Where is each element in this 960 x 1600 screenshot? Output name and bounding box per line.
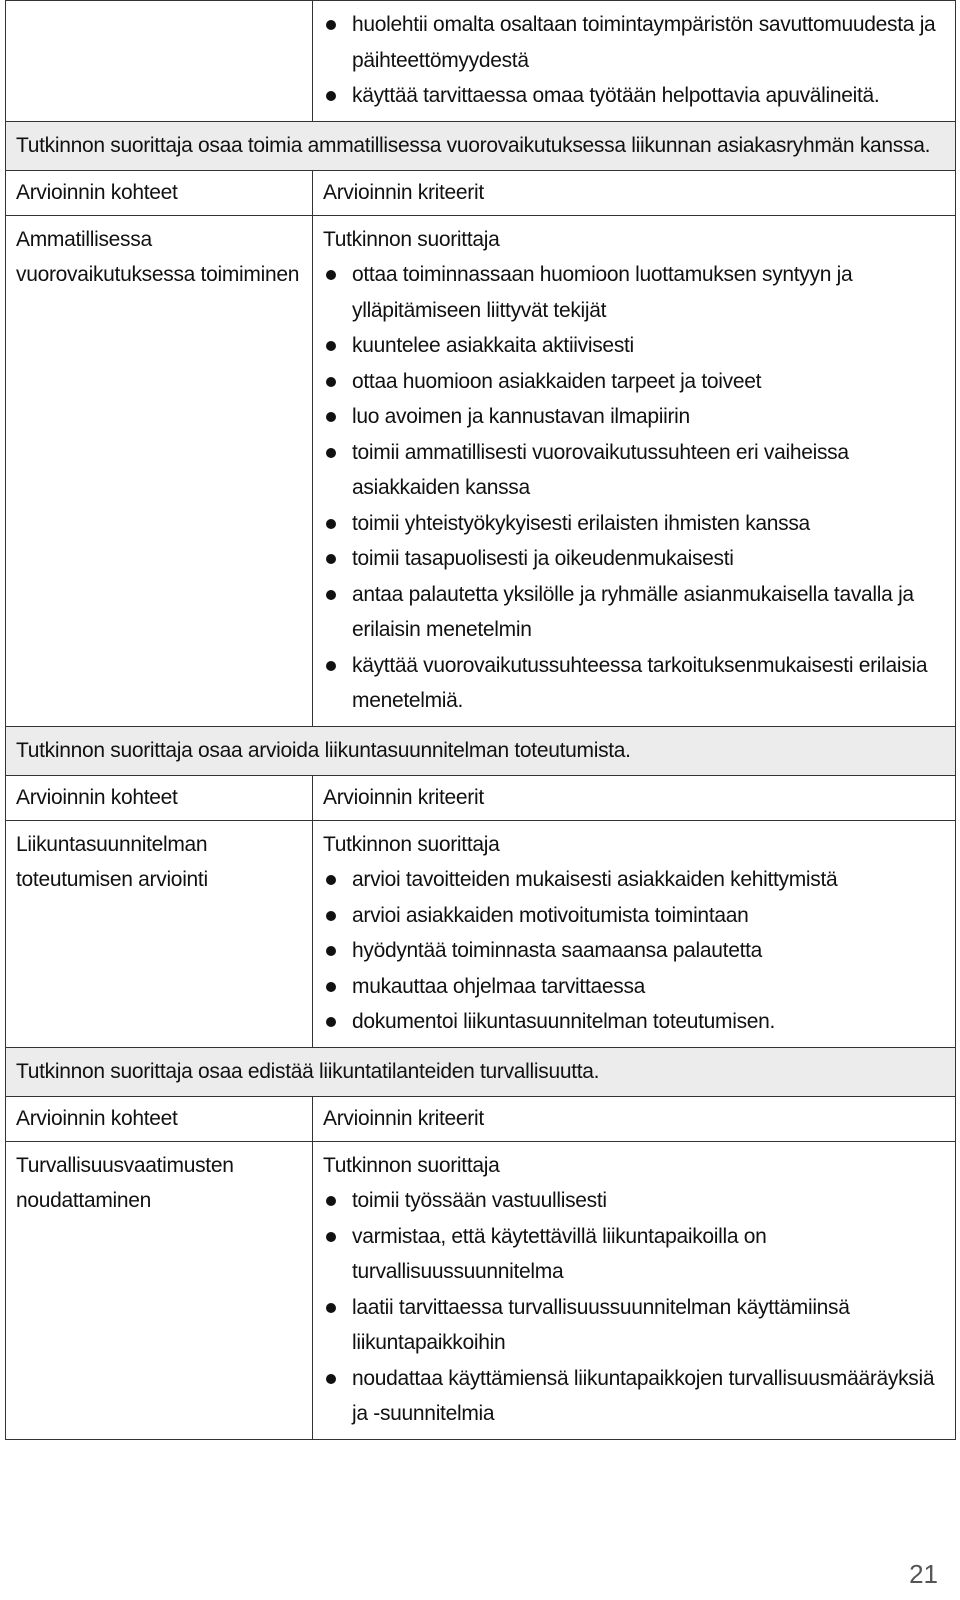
list-item: luo avoimen ja kannustavan ilmapiirin bbox=[323, 399, 945, 435]
column-header-targets: Arvioinnin kohteet bbox=[6, 171, 313, 216]
criteria-cell bbox=[313, 820, 956, 1047]
criteria-row bbox=[6, 820, 956, 1047]
list-item: ottaa toiminnassaan huomioon luottamuksen syntyyn ja ylläpitämiseen liittyvät tekijät bbox=[323, 257, 945, 328]
list-item: hyödyntää toiminnasta saamaansa palautetta bbox=[323, 933, 945, 969]
criteria-intro: Tutkinnon suorittaja bbox=[323, 227, 500, 251]
continuation-row bbox=[6, 1, 956, 122]
column-header-row bbox=[6, 776, 956, 821]
assessment-target: Liikuntasuunnitelman toteutumisen arviointi bbox=[6, 820, 313, 1047]
bullet-list bbox=[323, 862, 945, 1040]
criteria-row bbox=[6, 215, 956, 726]
section-title-row bbox=[6, 1047, 956, 1097]
list-item: käyttää vuorovaikutussuhteessa tarkoituksenmukaisesti erilaisia menetelmiä. bbox=[323, 648, 945, 719]
list-item: toimii ammatillisesti vuorovaikutussuhteen eri vaiheissa asiakkaiden kanssa bbox=[323, 435, 945, 506]
column-header-row bbox=[6, 1097, 956, 1142]
criteria-intro: Tutkinnon suorittaja bbox=[323, 1153, 500, 1177]
list-item: arvioi asiakkaiden motivoitumista toimintaan bbox=[323, 898, 945, 934]
column-header-targets: Arvioinnin kohteet bbox=[6, 1097, 313, 1142]
criteria-row bbox=[6, 1141, 956, 1439]
column-header-targets: Arvioinnin kohteet bbox=[6, 776, 313, 821]
page-number: 21 bbox=[909, 1559, 938, 1589]
section-title-row bbox=[6, 726, 956, 776]
column-header-criteria: Arvioinnin kriteerit bbox=[313, 776, 956, 821]
list-item: dokumentoi liikuntasuunnitelman toteutumisen. bbox=[323, 1004, 945, 1040]
list-item: laatii tarvittaessa turvallisuussuunnitelman käyttämiinsä liikuntapaikkoihin bbox=[323, 1290, 945, 1361]
bullet-list bbox=[323, 1183, 945, 1432]
column-header-criteria: Arvioinnin kriteerit bbox=[313, 1097, 956, 1142]
list-item: varmistaa, että käytettävillä liikuntapaikoilla on turvallisuussuunnitelma bbox=[323, 1219, 945, 1290]
list-item: arvioi tavoitteiden mukaisesti asiakkaiden kehittymistä bbox=[323, 862, 945, 898]
column-header-row bbox=[6, 171, 956, 216]
assessment-target: Turvallisuusvaatimusten noudattaminen bbox=[6, 1141, 313, 1439]
criteria-cell bbox=[313, 1, 956, 122]
section-title: Tutkinnon suorittaja osaa toimia ammatillisessa vuorovaikutuksessa liikunnan asiakasryhmän kanssa. bbox=[6, 121, 956, 171]
list-item: toimii yhteistyökykyisesti erilaisten ihmisten kanssa bbox=[323, 506, 945, 542]
section-title: Tutkinnon suorittaja osaa edistää liikuntatilanteiden turvallisuutta. bbox=[6, 1047, 956, 1097]
criteria-cell bbox=[313, 215, 956, 726]
criteria-cell bbox=[313, 1141, 956, 1439]
list-item: toimii työssään vastuullisesti bbox=[323, 1183, 945, 1219]
bullet-list bbox=[323, 257, 945, 719]
bullet-list bbox=[323, 7, 945, 114]
list-item: toimii tasapuolisesti ja oikeudenmukaisesti bbox=[323, 541, 945, 577]
column-header-criteria: Arvioinnin kriteerit bbox=[313, 171, 956, 216]
list-item: ottaa huomioon asiakkaiden tarpeet ja toiveet bbox=[323, 364, 945, 400]
list-item: kuuntelee asiakkaita aktiivisesti bbox=[323, 328, 945, 364]
list-item: mukauttaa ohjelmaa tarvittaessa bbox=[323, 969, 945, 1005]
document-page bbox=[5, 0, 956, 1440]
assessment-target: Ammatillisessa vuorovaikutuksessa toimiminen bbox=[6, 215, 313, 726]
section-title: Tutkinnon suorittaja osaa arvioida liikuntasuunnitelman toteutumista. bbox=[6, 726, 956, 776]
list-item: huolehtii omalta osaltaan toimintaympäristön savuttomuudesta ja päihteettömyydestä bbox=[323, 7, 945, 78]
list-item: antaa palautetta yksilölle ja ryhmälle asianmukaisella tavalla ja erilaisin menetelmin bbox=[323, 577, 945, 648]
list-item: noudattaa käyttämiensä liikuntapaikkojen turvallisuusmääräyksiä ja -suunnitelmia bbox=[323, 1361, 945, 1432]
criteria-intro: Tutkinnon suorittaja bbox=[323, 832, 500, 856]
section-title-row bbox=[6, 121, 956, 171]
criteria-table bbox=[5, 0, 956, 1440]
empty-cell bbox=[6, 1, 313, 122]
list-item: käyttää tarvittaessa omaa työtään helpottavia apuvälineitä. bbox=[323, 78, 945, 114]
